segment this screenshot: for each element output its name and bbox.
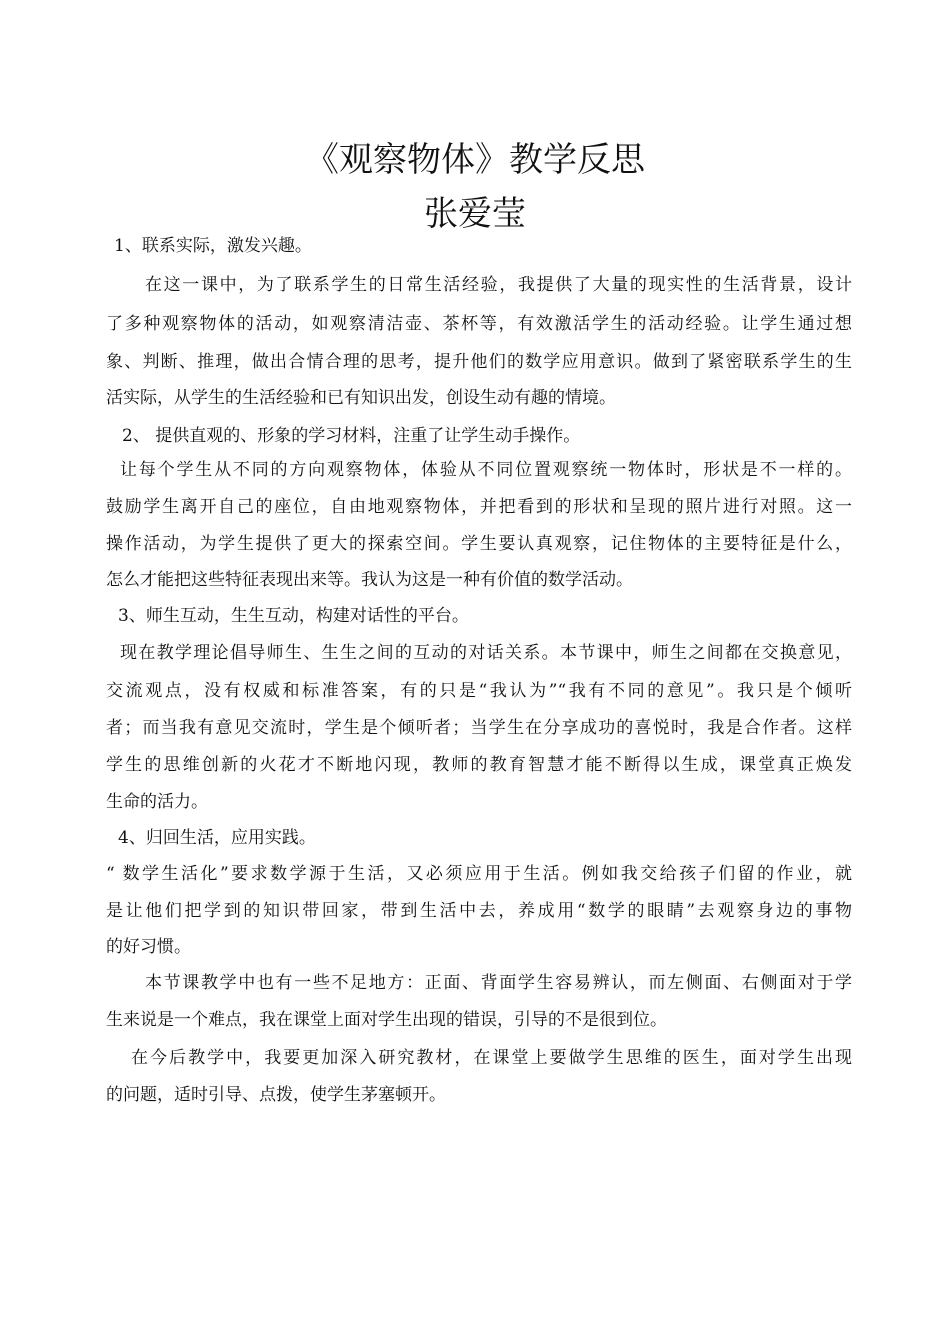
paragraph-line: 生来说是一个难点，我在课堂上面对学生出现的错误，引导的不是很到位。 bbox=[106, 1010, 667, 1030]
section-heading-3: 3、师生互动，生生互动，构建对话性的平台。 bbox=[118, 606, 469, 626]
paragraph-line: 象、判断、推理，做出合情合理的思考，提升他们的数学应用意识。做到了紧密联系学生的生 bbox=[106, 352, 852, 372]
paragraph-line: 本节课教学中也有一些不足地方：正面、背面学生容易辨认，而左侧面、右侧面对于学 bbox=[145, 973, 852, 993]
paragraph-line: 学生的思维创新的火花才不断地闪现，教师的教育智慧才能不断得以生成，课堂真正焕发 bbox=[106, 755, 852, 775]
paragraph-line: 现在教学理论倡导师生、生生之间的互动的对话关系。本节课中，师生之间都在交换意见， bbox=[120, 643, 852, 663]
paragraph-line: 在这一课中，为了联系学生的日常生活经验，我提供了大量的现实性的生活背景，设计 bbox=[145, 275, 852, 295]
paragraph-line: 者；而当我有意见交流时，学生是个倾听者；当学生在分享成功的喜悦时，我是合作者。这样 bbox=[106, 718, 852, 738]
paragraph-line: 的好习惯。 bbox=[106, 937, 191, 957]
document-title: 《观察物体》教学反思 bbox=[305, 140, 645, 180]
paragraph-line: 怎么才能把这些特征表现出来等。我认为这是一种有价值的数学活动。 bbox=[106, 570, 633, 590]
section-heading-1: 1、联系实际，激发兴趣。 bbox=[114, 236, 312, 256]
paragraph-line: 鼓励学生离开自己的座位，自由地观察物体，并把看到的形状和呈现的照片进行对照。这一 bbox=[106, 497, 852, 517]
paragraph-line: 活实际，从学生的生活经验和已有知识出发，创设生动有趣的情境。 bbox=[106, 388, 616, 408]
paragraph-line: 生命的活力。 bbox=[106, 792, 208, 812]
paragraph-line: 了多种观察物体的活动，如观察清洁壶、茶杯等，有效激活学生的活动经验。让学生通过想 bbox=[106, 314, 852, 334]
section-heading-4: 4、归回生活，应用实践。 bbox=[118, 828, 316, 848]
paragraph-line: “ 数学生活化”要求数学源于生活，又必须应用于生活。例如我交给孩子们留的作业，就 bbox=[106, 864, 852, 884]
section-heading-2: 2、 提供直观的、形象的学习材料，注重了让学生动手操作。 bbox=[122, 426, 581, 446]
paragraph-line: 在今后教学中，我要更加深入研究教材，在课堂上要做学生思维的医生，面对学生出现 bbox=[131, 1048, 852, 1068]
paragraph-line: 让每个学生从不同的方向观察物体，体验从不同位置观察统一物体时，形状是不一样的。 bbox=[120, 460, 852, 480]
paragraph-line: 是让他们把学到的知识带回家，带到生活中去，养成用“数学的眼睛”去观察身边的事物 bbox=[106, 901, 852, 921]
document-author: 张爱莹 bbox=[424, 194, 526, 234]
paragraph-line: 交流观点，没有权威和标准答案，有的只是“我认为”“我有不同的意见”。我只是个倾听 bbox=[106, 681, 852, 701]
paragraph-line: 的问题，适时引导、点拨，使学生茅塞顿开。 bbox=[106, 1085, 446, 1105]
paragraph-line: 操作活动，为学生提供了更大的探索空间。学生要认真观察，记住物体的主要特征是什么， bbox=[106, 534, 852, 554]
